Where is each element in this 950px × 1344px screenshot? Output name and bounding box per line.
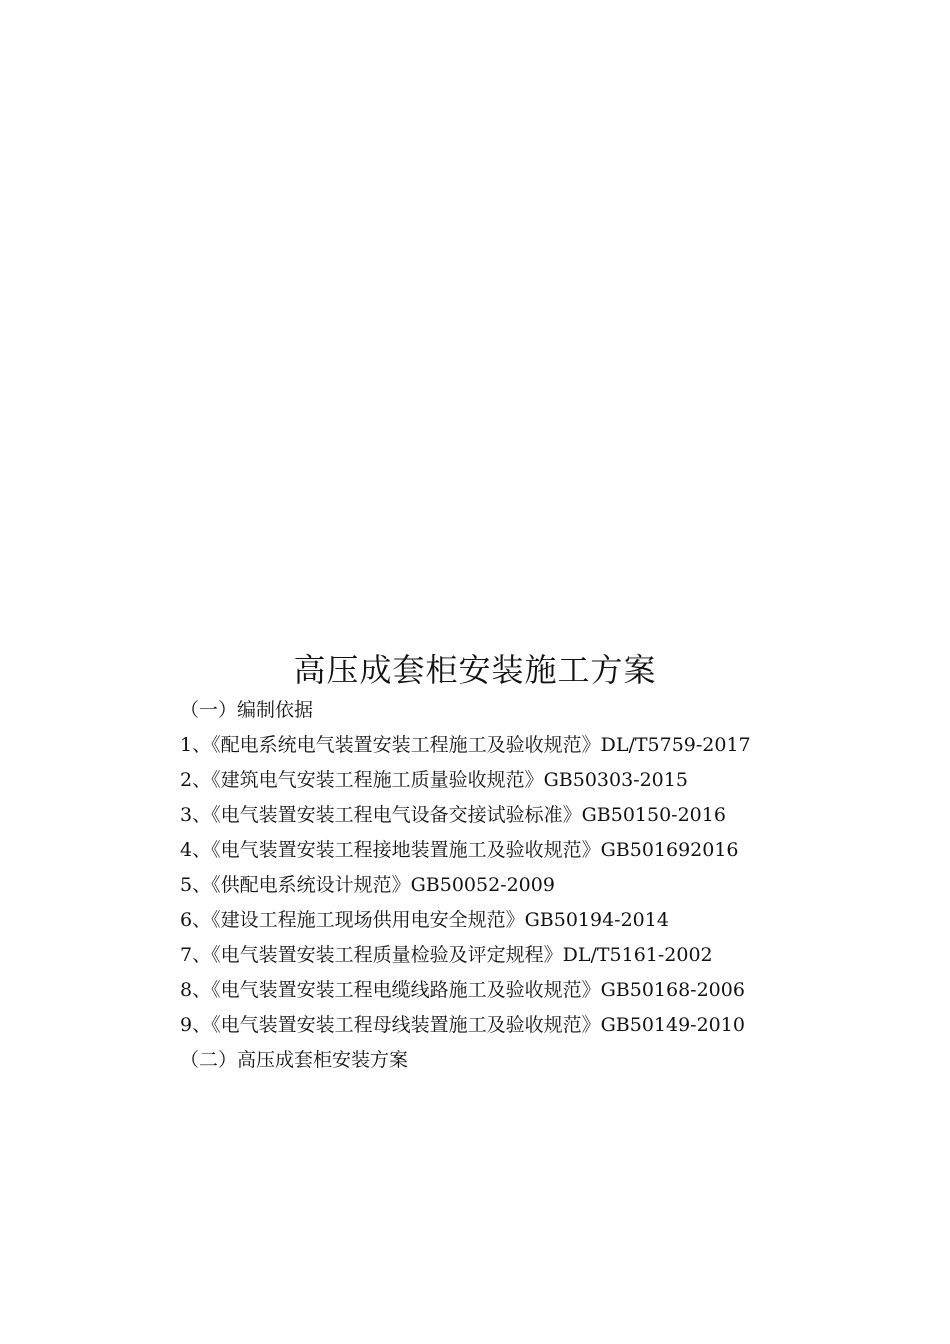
section-heading-installation-plan: （二）高压成套柜安装方案 [180, 1049, 409, 1071]
reference-item-9: 9、《电气装置安装工程母线装置施工及验收规范》GB50149-2010 [180, 1014, 745, 1036]
reference-item-1: 1、《配电系统电气装置安装工程施工及验收规范》DL/T5759-2017 [180, 734, 751, 756]
reference-item-7: 7、《电气装置安装工程质量检验及评定规程》DL/T5161-2002 [180, 944, 713, 966]
section-heading-basis: （一）编制依据 [180, 699, 314, 721]
document-title: 高压成套柜安装施工方案 [293, 651, 657, 689]
reference-item-5: 5、《供配电系统设计规范》GB50052-2009 [180, 874, 555, 896]
reference-item-2: 2、《建筑电气安装工程施工质量验收规范》GB50303-2015 [180, 769, 688, 791]
reference-item-8: 8、《电气装置安装工程电缆线路施工及验收规范》GB50168-2006 [180, 979, 745, 1001]
document-body [138, 693, 828, 1078]
reference-item-6: 6、《建设工程施工现场供用电安全规范》GB50194-2014 [180, 909, 669, 931]
reference-item-4: 4、《电气装置安装工程接地装置施工及验收规范》GB501692016 [180, 839, 739, 861]
reference-item-3: 3、《电气装置安装工程电气设备交接试验标准》GB50150-2016 [180, 804, 726, 826]
